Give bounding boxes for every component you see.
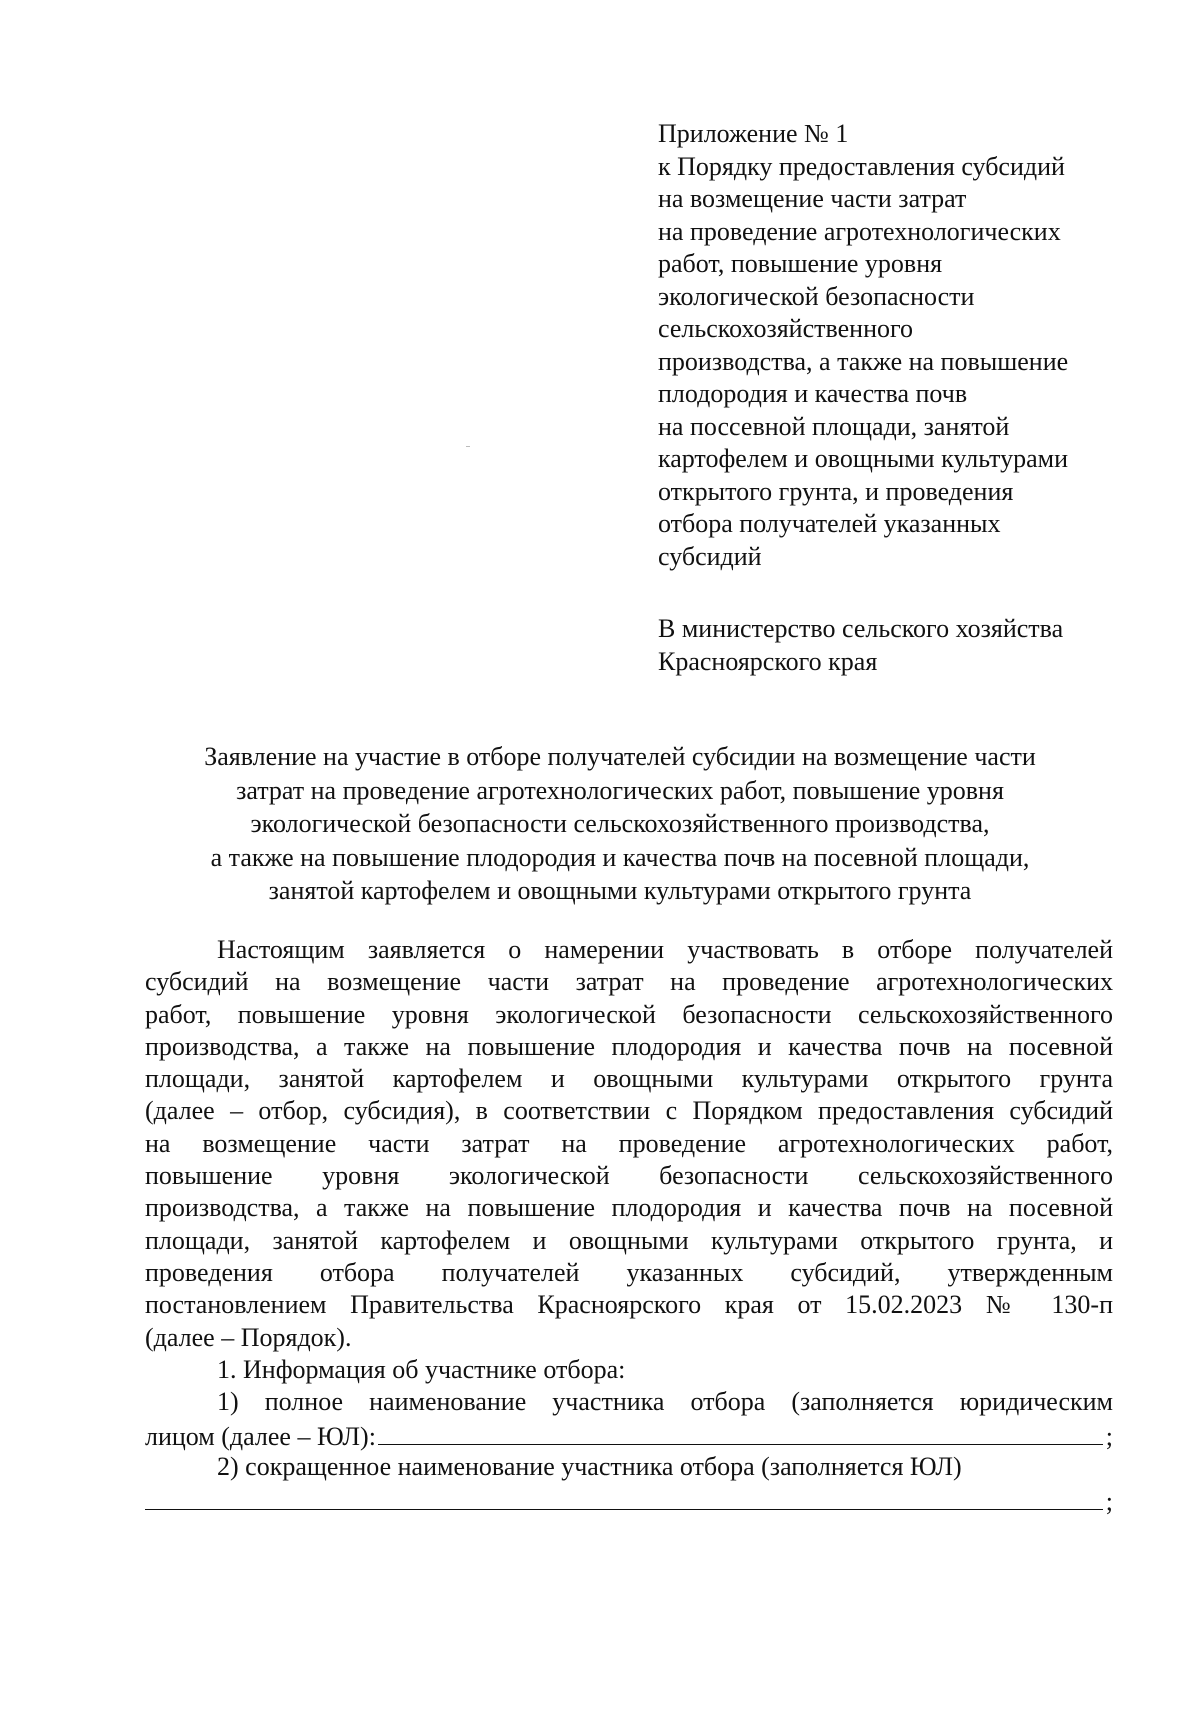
body-line: производства, а также на повышение плодородия и качества почв на посевной bbox=[145, 1031, 1113, 1061]
body-line: субсидий на возмещение части затрат на проведение агротехнологических bbox=[145, 967, 1113, 997]
document-body bbox=[145, 934, 1113, 1515]
appendix-line: на возмещение части затрат bbox=[658, 184, 967, 213]
appendix-header bbox=[658, 118, 1138, 573]
item-1-label: лицом (далее – ЮЛ): bbox=[145, 1422, 376, 1452]
body-line: (далее – Порядок). bbox=[145, 1322, 352, 1352]
body-line: на возмещение части затрат на проведение агротехнологических работ, bbox=[145, 1128, 1113, 1158]
appendix-line: производства, а также на повышение bbox=[658, 346, 1069, 376]
title-line: занятой картофелем и овощными культурами открытого грунта bbox=[268, 876, 972, 905]
body-line: работ, повышение уровня экологической безопасности сельскохозяйственного bbox=[145, 999, 1113, 1029]
document-title bbox=[140, 740, 1100, 908]
item-2-end: ; bbox=[1105, 1487, 1113, 1517]
title-line: Заявление на участие в отборе получателей субсидии на возмещение части bbox=[204, 742, 1036, 771]
body-line: постановлением Правительства Красноярского края от 15.02.2023 № 130-п bbox=[145, 1290, 1113, 1320]
scan-speck bbox=[466, 446, 470, 447]
appendix-line: к Порядку предоставления субсидий bbox=[658, 151, 1065, 181]
appendix-line: экологической безопасности bbox=[658, 281, 975, 311]
appendix-line: открытого грунта, и проведения bbox=[658, 476, 1014, 506]
section-1-heading: 1. Информация об участнике отбора: bbox=[217, 1354, 626, 1384]
item-1-end: ; bbox=[1105, 1422, 1113, 1452]
title-line: а также на повышение плодородия и качества почв на посевной площади, bbox=[210, 842, 1030, 872]
title-line: затрат на проведение агротехнологических работ, повышение уровня bbox=[236, 775, 1004, 805]
full-name-blank-field[interactable] bbox=[378, 1418, 1103, 1445]
body-line: площади, занятой картофелем и овощными культурами открытого грунта, и bbox=[145, 1225, 1113, 1255]
appendix-line: картофелем и овощными культурами bbox=[658, 444, 1068, 473]
body-line: проведения отбора получателей указанных субсидий, утвержденным bbox=[145, 1257, 1113, 1287]
item-2-fill-row bbox=[145, 1483, 1113, 1515]
appendix-line: субсидий bbox=[658, 541, 762, 571]
appendix-line: работ, повышение уровня bbox=[658, 249, 943, 278]
appendix-line: плодородия и качества почв bbox=[658, 379, 968, 408]
appendix-line: на проведение агротехнологических bbox=[658, 216, 1061, 246]
appendix-line: сельскохозяйственного bbox=[658, 314, 913, 343]
body-line: (далее – отбор, субсидия), в соответствии с Порядком предоставления субсидий bbox=[145, 1096, 1113, 1126]
body-line: повышение уровня экологической безопасности сельскохозяйственного bbox=[145, 1161, 1113, 1191]
body-line: Настоящим заявляется о намерении участвовать в отборе получателей bbox=[217, 935, 1113, 964]
addressee-line: В министерство сельского хозяйства bbox=[658, 614, 1064, 643]
short-name-blank-field[interactable] bbox=[145, 1483, 1103, 1510]
addressee-block bbox=[658, 612, 1138, 678]
addressee-line: Красноярского края bbox=[658, 647, 878, 676]
appendix-line: на поссевной площади, занятой bbox=[658, 411, 1010, 441]
item-2-text: 2) сокращенное наименование участника отбора (заполняется ЮЛ) bbox=[217, 1451, 962, 1481]
item-1-fill-row bbox=[145, 1418, 1113, 1450]
body-line: производства, а также на повышение плодородия и качества почв на посевной bbox=[145, 1193, 1113, 1223]
title-line: экологической безопасности сельскохозяйственного производства, bbox=[250, 809, 990, 838]
appendix-line: отбора получателей указанных bbox=[658, 509, 1001, 538]
body-line: площади, занятой картофелем и овощными культурами открытого грунта bbox=[145, 1064, 1113, 1094]
appendix-line: Приложение № 1 bbox=[658, 119, 849, 148]
item-1-text: 1) полное наименование участника отбора (заполняется юридическим bbox=[217, 1387, 1113, 1417]
